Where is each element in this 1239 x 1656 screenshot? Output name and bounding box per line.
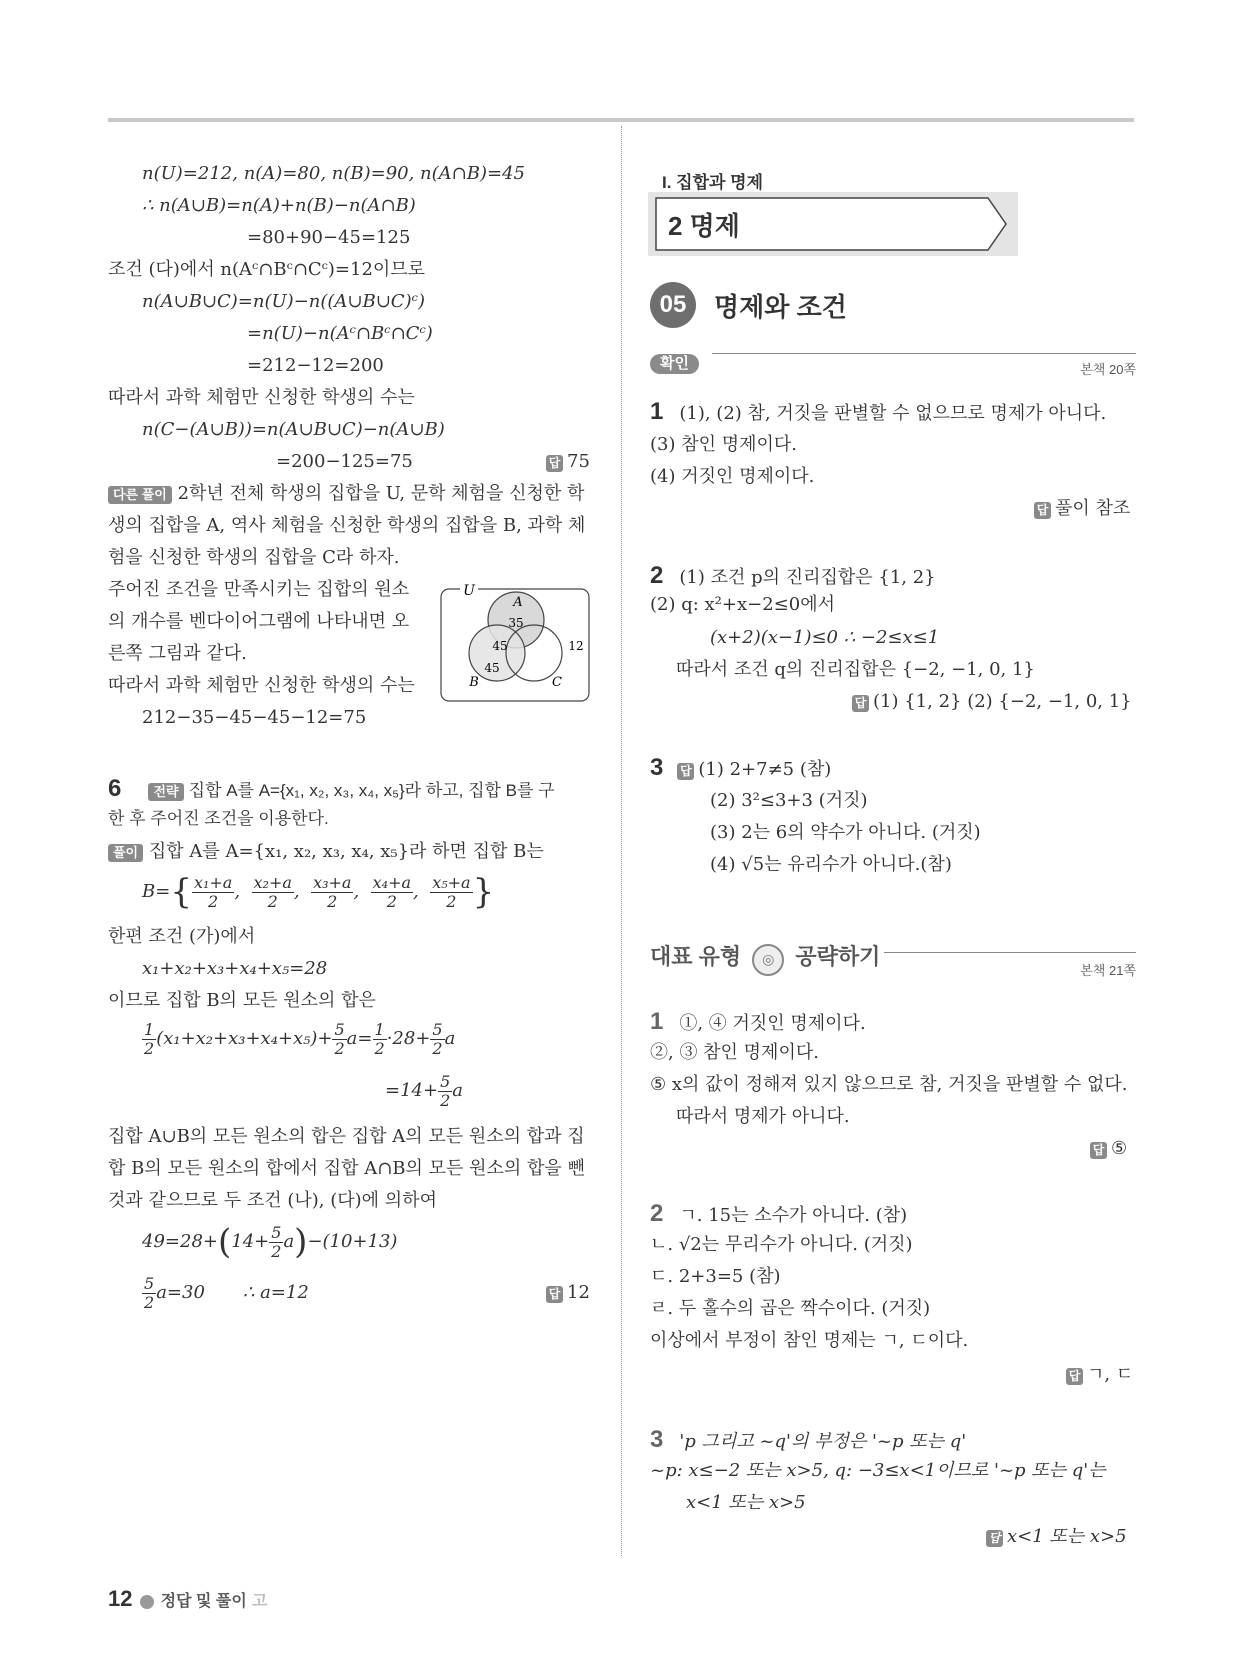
answer-value: 75 <box>567 451 590 472</box>
alt-solution-line-7: 따라서 과학 체험만 신청한 학생의 수는 <box>108 675 415 696</box>
check-badge: 확인 <box>650 354 699 374</box>
r1-line-2: ②, ③ 참인 명제이다. <box>650 1042 819 1063</box>
rep-title-b: 공략하기 <box>795 944 881 969</box>
rep-title-a: 대표 유형 <box>650 944 742 969</box>
expr2: =14+ <box>385 1080 439 1101</box>
q1-line-1 <box>650 398 1106 426</box>
alt-text: 2학년 전체 학생의 집합을 U, 문학 체험을 신청한 학 <box>177 483 585 504</box>
answer-value: (1) {1, 2} (2) {−2, −1, 0, 1} <box>873 691 1132 712</box>
eq-line-6: =n(U)−n(Aᶜ∩Bᶜ∩Cᶜ) <box>247 323 433 344</box>
r2-line-5: 이상에서 부정이 참인 명제는 ㄱ, ㄷ이다. <box>650 1330 969 1351</box>
brace-right: } <box>472 872 495 912</box>
r2-answer <box>1066 1364 1133 1386</box>
answer-badge: 답 <box>546 1286 563 1303</box>
frac-five-half: $\frac{5}{2}$ <box>334 1019 345 1058</box>
alt-solution-line-1 <box>108 483 584 505</box>
r2-line-2: ㄴ. √2는 무리수가 아니다. (거짓) <box>650 1234 913 1255</box>
frac-five-half-2: $\frac{5}{2}$ <box>432 1019 443 1058</box>
top-rule <box>108 118 1134 122</box>
expr-c: ·28+ <box>386 1028 431 1049</box>
check-page-ref: 본책 20쪽 <box>1080 362 1136 377</box>
q2-number: 2 <box>650 562 664 589</box>
venn-outside: 12 <box>568 639 584 653</box>
q1-number: 1 <box>650 398 664 425</box>
r1-line-1 <box>650 1008 866 1036</box>
alt-solution-line-5: 의 개수를 벤다이어그램에 나타내면 오 <box>108 611 410 632</box>
answer-value: 12 <box>567 1282 590 1303</box>
expr-a: (x₁+x₂+x₃+x₄+x₅)+ <box>156 1028 333 1049</box>
lesson-number-badge: 05 <box>650 282 696 328</box>
r3-answer <box>986 1526 1127 1548</box>
answer-badge: 답 <box>1090 1142 1107 1159</box>
footer-dot-icon <box>140 1595 154 1609</box>
set-b-expression: B= { $\frac{\text{x₁+a}}{2}$ , $\frac{\text{x₂+a}}{2}$ , $\frac{\text{x₃+a}}{2}$ , $\frac{\text{x₄+a}}{2}$ , $\frac{\text{x₅+a}}{2}$ } <box>142 872 495 912</box>
q3-number: 3 <box>650 754 664 781</box>
r3-line-2: ~p: x≤−2 또는 x>5, q: −3≤x<1이므로 '~p 또는 q'는 <box>650 1460 1106 1481</box>
lesson-title: 명제와 조건 <box>714 292 847 322</box>
final-a: a=30 <box>156 1282 205 1303</box>
r2-number: 2 <box>650 1200 664 1227</box>
venn-label-c: C <box>552 675 562 690</box>
frac-half-2: $\frac{1}{2}$ <box>374 1019 385 1058</box>
q2-answer <box>852 691 1132 713</box>
frac-2: $\frac{\text{x₂+a}}{2}$ <box>253 872 292 911</box>
column-divider <box>621 126 622 1556</box>
final-b: ∴ a=12 <box>242 1282 309 1303</box>
venn-a-only: 35 <box>508 616 524 630</box>
frac-3: $\frac{\text{x₃+a}}{2}$ <box>313 872 352 911</box>
q3-line-1 <box>650 754 831 782</box>
eq-line-9: n(C−(A∪B))=n(A∪B∪C)−n(A∪B) <box>142 419 445 440</box>
eq-line-3: =80+90−45=125 <box>247 227 411 248</box>
r3-line-1 <box>650 1426 966 1454</box>
sum-b-line: 이므로 집합 B의 모든 원소의 합은 <box>108 990 376 1011</box>
eq-49 <box>142 1218 397 1266</box>
page-number: 12 <box>108 1586 133 1611</box>
answer-12 <box>546 1282 590 1304</box>
solution-badge: 풀이 <box>108 844 143 862</box>
para-line-1: 집합 A∪B의 모든 원소의 합은 집합 A의 모든 원소의 합과 집 <box>108 1126 585 1147</box>
frac-five-half-5: $\frac{5}{2}$ <box>144 1273 155 1312</box>
r1-line-4: 따라서 명제가 아니다. <box>676 1106 850 1127</box>
q2-text: (1) 조건 p의 진리집합은 {1, 2} <box>679 567 936 588</box>
q2-line-2: (2) q: x²+x−2≤0에서 <box>650 594 835 615</box>
cond-ga-line: 한편 조건 (가)에서 <box>108 926 256 947</box>
brace-left: { <box>170 872 192 912</box>
frac-4: $\frac{\text{x₄+a}}{2}$ <box>372 872 412 911</box>
frac-five-half-3: $\frac{5}{2}$ <box>440 1071 451 1110</box>
alt-solution-line-8: 212−35−45−45−12=75 <box>142 707 367 728</box>
eq-line-8: 따라서 과학 체험만 신청한 학생의 수는 <box>108 387 415 408</box>
eq-line-7: =212−12=200 <box>247 355 384 376</box>
q1-text: (1), (2) 참, 거짓을 판별할 수 없으므로 명제가 아니다. <box>679 403 1107 424</box>
paren-right: ) <box>294 1222 308 1262</box>
problem-6-line-1 <box>108 775 555 803</box>
answer-badge: 답 <box>546 455 563 472</box>
problem-6-line-2: 한 후 주어진 조건을 이용한다. <box>108 809 329 828</box>
r2-line-4: ㄹ. 두 홀수의 곱은 짝수이다. (거짓) <box>650 1298 931 1319</box>
eq-line-5: n(A∪B∪C)=n(U)−n((A∪B∪C)ᶜ) <box>142 291 425 312</box>
r2-text: ㄱ. 15는 소수가 아니다. (참) <box>679 1205 908 1226</box>
alt-solution-line-4: 주어진 조건을 만족시키는 집합의 원소 <box>108 579 410 600</box>
check-header <box>650 353 1136 377</box>
answer-badge: 답 <box>677 763 694 780</box>
footer-title: 정답 및 풀이 <box>160 1593 247 1610</box>
eq-line-4: 조건 (다)에서 n(Aᶜ∩Bᶜ∩Cᶜ)=12이므로 <box>108 259 426 280</box>
eq49-d: −(10+13) <box>307 1231 398 1252</box>
answer-badge: 답 <box>1066 1368 1083 1385</box>
r3-line-3: x<1 또는 x>5 <box>686 1492 806 1513</box>
answer-value: ⑤ <box>1111 1138 1128 1159</box>
venn-label-a: A <box>513 595 523 610</box>
venn-diagram <box>440 580 592 704</box>
solution-text: 집합 A를 A={x₁, x₂, x₃, x₄, x₅}라 하면 집합 B는 <box>148 841 544 862</box>
eq49-c: a <box>283 1231 295 1252</box>
q1-line-3: (4) 거짓인 명제이다. <box>650 466 815 487</box>
q3-line-4: (4) √5는 유리수가 아니다.(참) <box>710 854 952 875</box>
sum-expression <box>142 1016 455 1062</box>
target-icon: ◎ <box>752 944 784 976</box>
paren-left: ( <box>217 1222 232 1262</box>
answer-value: ㄱ, ㄷ <box>1087 1364 1134 1385</box>
answer-value: 풀이 참조 <box>1055 498 1131 519</box>
answer-badge: 답 <box>852 695 869 712</box>
frac-1: $\frac{\text{x₁+a}}{2}$ <box>193 872 233 911</box>
answer-badge: 답 <box>1034 502 1051 519</box>
rep-rule <box>884 952 1136 953</box>
q2-line-1 <box>650 562 936 590</box>
r1-line-3: ⑤ x의 값이 정해져 있지 않으므로 참, 거짓을 판별할 수 없다. <box>650 1074 1128 1095</box>
footer <box>108 1586 267 1612</box>
q2-line-4: 따라서 조건 q의 진리집합은 {−2, −1, 0, 1} <box>676 659 1035 680</box>
r2-line-3: ㄷ. 2+3=5 (참) <box>650 1266 781 1287</box>
expr-d: a <box>444 1028 456 1049</box>
frac-five-half-4: $\frac{5}{2}$ <box>271 1222 282 1261</box>
set-b-prefix: B= <box>142 881 171 902</box>
solution-line-1 <box>108 841 544 863</box>
final-eq <box>142 1270 309 1316</box>
chapter-title: I. 집합과 명제 <box>662 173 764 192</box>
check-rule <box>712 353 1136 354</box>
expr-b: a= <box>346 1028 373 1049</box>
section-title: 2 명제 <box>668 211 740 241</box>
q3-line-2: (2) 3²≤3+3 (거짓) <box>710 790 868 811</box>
eq-line-10: =200−125=75 <box>276 451 413 472</box>
venn-label-u: U <box>463 583 475 599</box>
q2-line-3: (x+2)(x−1)≤0 ∴ −2≤x≤1 <box>710 627 940 648</box>
r3-number: 3 <box>650 1426 664 1453</box>
frac-half: $\frac{1}{2}$ <box>144 1019 155 1058</box>
r1-number: 1 <box>650 1008 664 1035</box>
eq49-a: 49=28+ <box>142 1231 218 1252</box>
r1-text: ①, ④ 거짓인 명제이다. <box>679 1013 866 1034</box>
alt-solution-line-2: 생의 집합을 A, 역사 체험을 신청한 학생의 집합을 B, 과학 체 <box>108 515 586 536</box>
alt-solution-line-6: 른쪽 그림과 같다. <box>108 643 247 664</box>
r1-answer <box>1090 1138 1127 1160</box>
eq-line-1: n(U)=212, n(A)=80, n(B)=90, n(A∩B)=45 <box>142 163 525 184</box>
rep-page-ref: 본책 21쪽 <box>1080 963 1136 978</box>
q3-line-3: (3) 2는 6의 약수가 아니다. (거짓) <box>710 822 981 843</box>
answer-badge: 답 <box>986 1530 1003 1547</box>
venn-ab: 45 <box>492 639 508 653</box>
footer-watermark: 고 <box>251 1593 268 1610</box>
q1-line-2: (3) 참인 명제이다. <box>650 434 797 455</box>
para-line-2: 합 B의 모든 원소의 합에서 집합 A∩B의 모든 원소의 합을 뺀 <box>108 1158 585 1179</box>
q3-text: (1) 2+7≠5 (참) <box>698 759 832 780</box>
eq49-b: 14+ <box>231 1231 270 1252</box>
strategy-text: 집합 A를 A={x₁, x₂, x₃, x₄, x₅}라 하고, 집합 B를 구 <box>188 781 555 800</box>
alt-solution-line-3: 험을 신청한 학생의 집합을 C라 하자. <box>108 547 400 568</box>
problem-number: 6 <box>108 775 122 802</box>
venn-b-only: 45 <box>484 661 500 675</box>
eq-line-2: ∴ n(A∪B)=n(A)+n(B)−n(A∩B) <box>142 195 416 216</box>
sum-result <box>385 1068 463 1114</box>
answer-75 <box>546 451 590 473</box>
rep-header <box>650 940 1136 980</box>
para-line-3: 것과 같으므로 두 조건 (나), (다)에 의하여 <box>108 1190 437 1211</box>
r2-line-1 <box>650 1200 907 1228</box>
alt-badge: 다른 풀이 <box>108 486 172 504</box>
venn-label-b: B <box>469 675 479 690</box>
expr-a-var: a <box>452 1080 463 1101</box>
frac-5: $\frac{\text{x₅+a}}{2}$ <box>432 872 471 911</box>
sum-line: x₁+x₂+x₃+x₄+x₅=28 <box>142 958 328 979</box>
strategy-badge: 전략 <box>148 783 183 801</box>
q1-answer <box>1034 498 1130 520</box>
answer-value: x<1 또는 x>5 <box>1007 1526 1127 1547</box>
r3-text: 'p 그리고 ~q'의 부정은 '~p 또는 q' <box>679 1431 967 1452</box>
